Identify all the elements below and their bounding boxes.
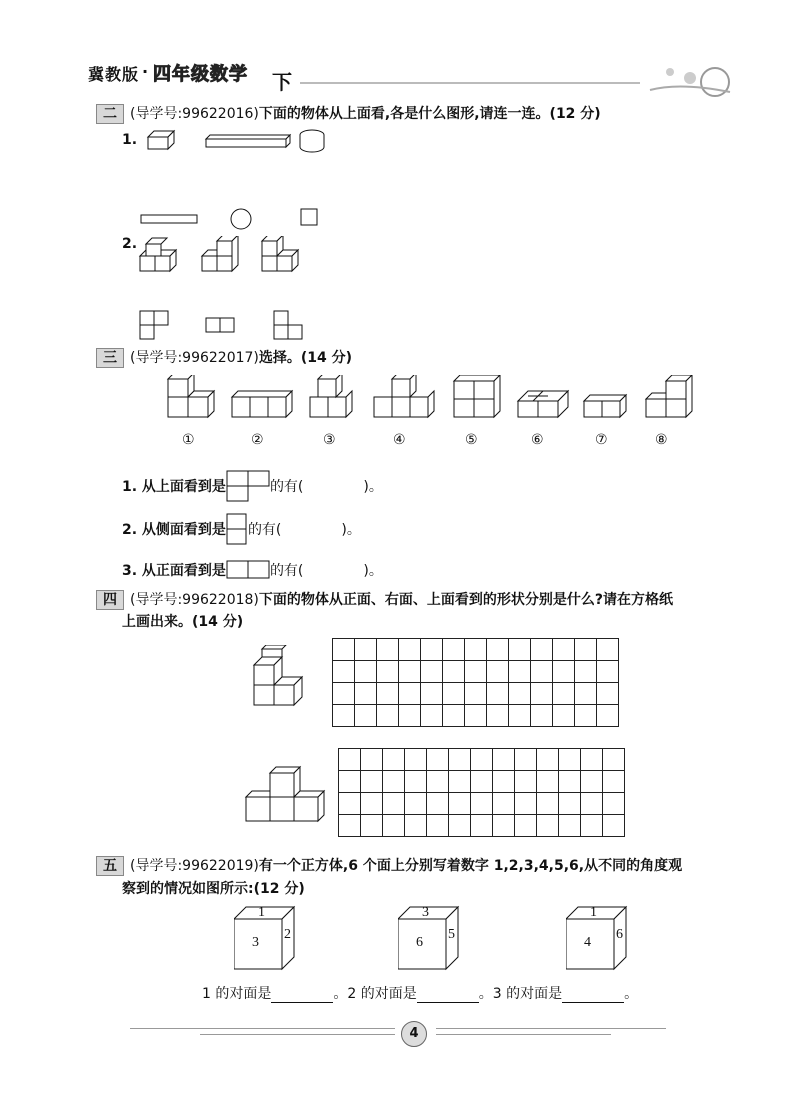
q5-cube-1	[234, 905, 296, 971]
option-label: ⑦	[595, 432, 608, 448]
q3-sub2-end: )。	[341, 522, 361, 538]
footer-rule-right-2	[436, 1034, 611, 1035]
cube-right-number: 5	[448, 927, 455, 942]
q3-id: (导学号:99622017)	[130, 350, 259, 366]
q4-number: 四	[96, 590, 124, 610]
q3-sub1-end: )。	[363, 479, 383, 495]
q5-heading	[96, 856, 682, 876]
q3-heading	[96, 348, 352, 368]
cube-top-number: 1	[590, 905, 597, 920]
footer-rule-left	[130, 1028, 395, 1029]
q5-id: (导学号:99622019)	[130, 858, 259, 874]
header-decoration-icon	[640, 52, 740, 100]
q5-text: 有一个正方体,6 个面上分别写着数字 1,2,3,4,5,6,从不同的角度观	[258, 858, 683, 874]
q4-heading	[96, 590, 673, 610]
q4-text: 下面的物体从正面、右面、上面看到的形状分别是什么?请在方格纸	[258, 592, 674, 608]
q5-answer-1-label: 1 的对面是	[202, 986, 272, 1002]
footer-rule-right	[436, 1028, 666, 1029]
q2-id: (导学号:99622016)	[130, 106, 259, 122]
q3-text: 选择。(14 分)	[258, 350, 353, 366]
q3-sub3-end: )。	[363, 563, 383, 579]
q4-text2: 上画出来。(14 分)	[122, 614, 244, 630]
q2-heading	[96, 104, 601, 124]
cube-front-number: 6	[416, 935, 423, 950]
q3-sub1-mid: 的有(	[269, 479, 304, 495]
side-view-shape-icon	[226, 513, 248, 545]
grade-title: 四年级数学	[153, 64, 248, 85]
answer-blank[interactable]	[271, 988, 333, 1003]
option-label: ⑥	[531, 432, 544, 448]
top-view-shape-icon	[226, 470, 270, 502]
q3-cube-figures	[160, 375, 700, 430]
q4-grid-2[interactable]	[338, 748, 625, 837]
q5-cube-3	[566, 905, 628, 971]
page-number: 4	[401, 1021, 427, 1047]
q5-answer-3-label: 。3 的对面是	[478, 986, 563, 1002]
volume-label: 下	[272, 70, 292, 94]
cube-front-number: 4	[584, 935, 591, 950]
q3-sub1	[122, 470, 383, 502]
cube-front-number: 3	[252, 935, 259, 950]
front-view-shape-icon	[226, 560, 270, 580]
q5-answer-2-label: 。2 的对面是	[333, 986, 417, 1002]
q3-sub3-prompt: 3. 从正面看到是	[122, 563, 226, 579]
series-label: 冀教版	[88, 65, 140, 84]
cube-right-number: 2	[284, 927, 291, 942]
q4-figure-1	[248, 645, 318, 715]
q4-grid-1[interactable]	[332, 638, 619, 727]
q2-text: 下面的物体从上面看,各是什么图形,请连一连。(12 分)	[258, 106, 601, 122]
q3-sub2	[122, 513, 361, 545]
q5-cube-2	[398, 905, 460, 971]
footer-rule-left-2	[200, 1034, 395, 1035]
q2-number: 二	[96, 104, 124, 124]
option-label: ⑤	[465, 432, 478, 448]
header-rule	[300, 82, 640, 84]
q3-number: 三	[96, 348, 124, 368]
cube-right-number: 6	[616, 927, 623, 942]
q3-sub3	[122, 560, 383, 580]
option-label: ②	[251, 432, 264, 448]
q4-figure-2	[244, 765, 328, 825]
cube-top-number: 3	[422, 905, 429, 920]
separator-dot: ·	[142, 62, 149, 81]
q2-part1-label: 1.	[122, 132, 138, 148]
option-label: ①	[182, 432, 195, 448]
answer-blank[interactable]	[417, 988, 479, 1003]
q5-answers	[202, 983, 638, 1003]
q4-id: (导学号:99622018)	[130, 592, 259, 608]
q2-part2-figures	[136, 236, 336, 346]
q3-sub2-mid: 的有(	[247, 522, 282, 538]
q3-sub3-mid: 的有(	[269, 563, 304, 579]
q5-text2: 察到的情况如图所示:(12 分)	[122, 881, 305, 897]
q2-part2-label: 2.	[122, 236, 138, 252]
cube-top-number: 1	[258, 905, 265, 920]
answer-blank[interactable]	[562, 988, 624, 1003]
option-label: ③	[323, 432, 336, 448]
q5-answer-end: 。	[624, 986, 639, 1002]
q5-number: 五	[96, 856, 124, 876]
option-label: ④	[393, 432, 406, 448]
option-label: ⑧	[655, 432, 668, 448]
q2-part1-figures	[136, 125, 336, 235]
q3-sub2-prompt: 2. 从侧面看到是	[122, 522, 226, 538]
q3-option-labels	[182, 432, 702, 448]
q3-sub1-prompt: 1. 从上面看到是	[122, 479, 226, 495]
